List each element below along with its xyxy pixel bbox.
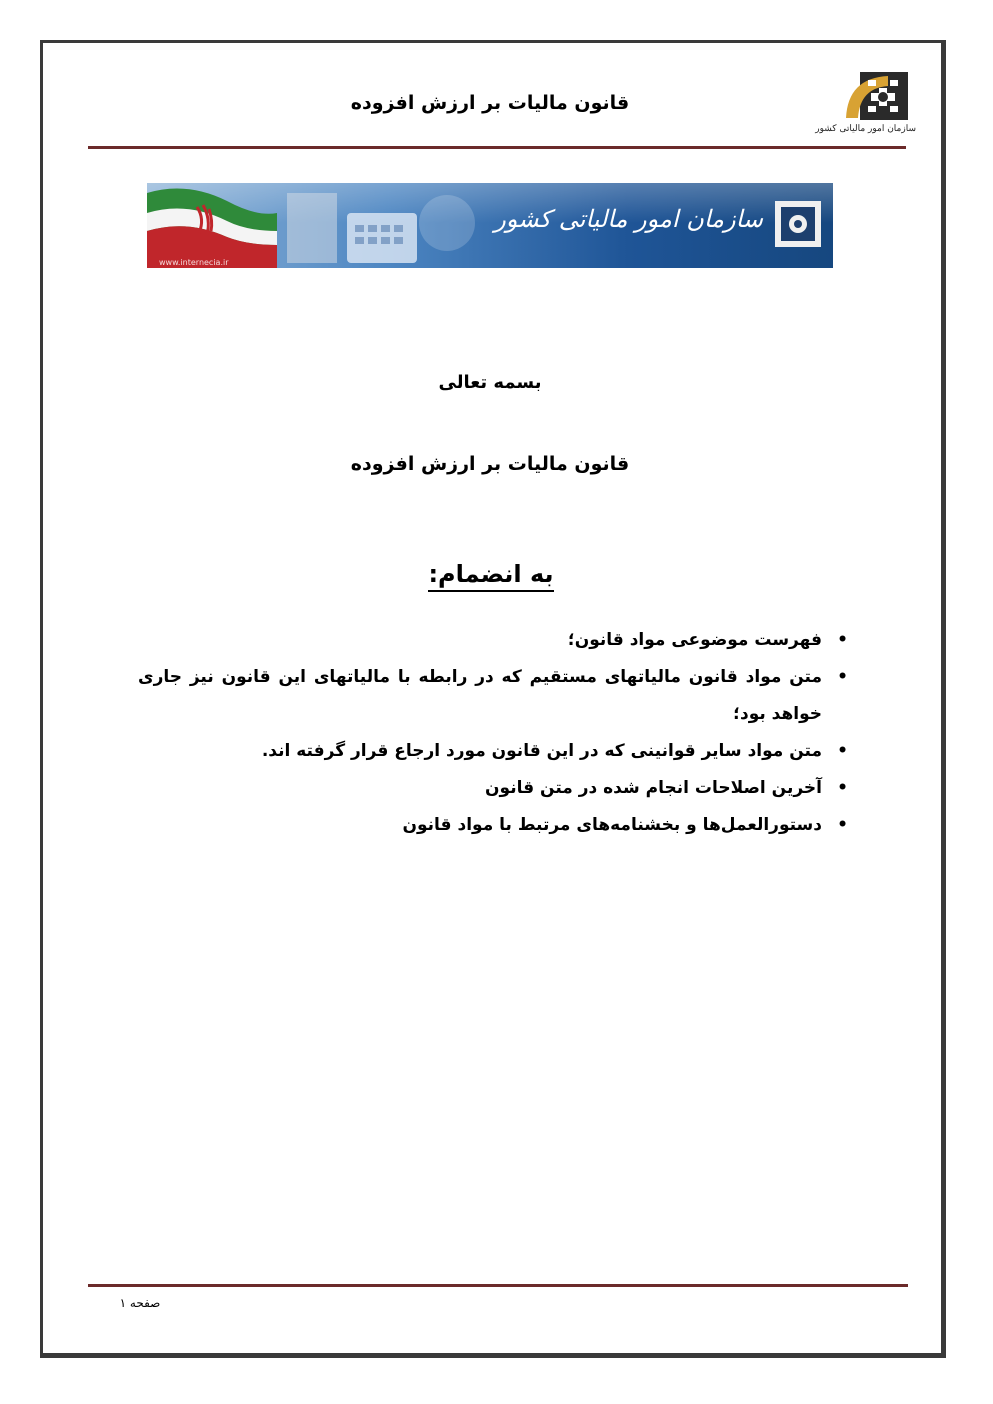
header-rule <box>88 146 906 149</box>
list-item: • دستورالعمل‌ها و بخشنامه‌های مرتبط با مواد قانون <box>138 807 850 844</box>
list-item: • فهرست موضوعی مواد قانون؛ <box>138 622 850 659</box>
page-number: صفحه ۱ <box>119 1296 161 1310</box>
header-title: قانون مالیات بر ارزش افزوده <box>350 92 630 114</box>
attachments-heading <box>300 560 682 588</box>
banner-watermark: www.internecia.ir <box>159 258 229 267</box>
document-stack-icon <box>287 193 337 263</box>
list-item: • آخرین اصلاحات انجام شده در متن قانون <box>138 770 850 807</box>
attachments-list <box>138 622 850 844</box>
banner-title: سازمان امور مالیاتی کشور <box>494 205 763 233</box>
attachments-heading-text: به انضمام: <box>428 560 553 592</box>
document-title: قانون مالیات بر ارزش افزوده <box>350 453 630 475</box>
tax-organization-logo-icon <box>838 68 914 148</box>
banner-image <box>147 183 833 268</box>
bismillah-heading: بسمه تعالی <box>438 372 542 393</box>
list-item: • متن مواد قانون مالیاتهای مستقیم که در رابطه با مالیاتهای این قانون نیز جاری خواهد بود؛ <box>138 659 850 733</box>
list-item: • متن مواد سایر قوانینی که در این قانون مورد ارجاع قرار گرفته اند. <box>138 733 850 770</box>
logo-caption: سازمان امور مالیاتی کشور <box>815 124 916 134</box>
footer-rule <box>88 1284 908 1287</box>
